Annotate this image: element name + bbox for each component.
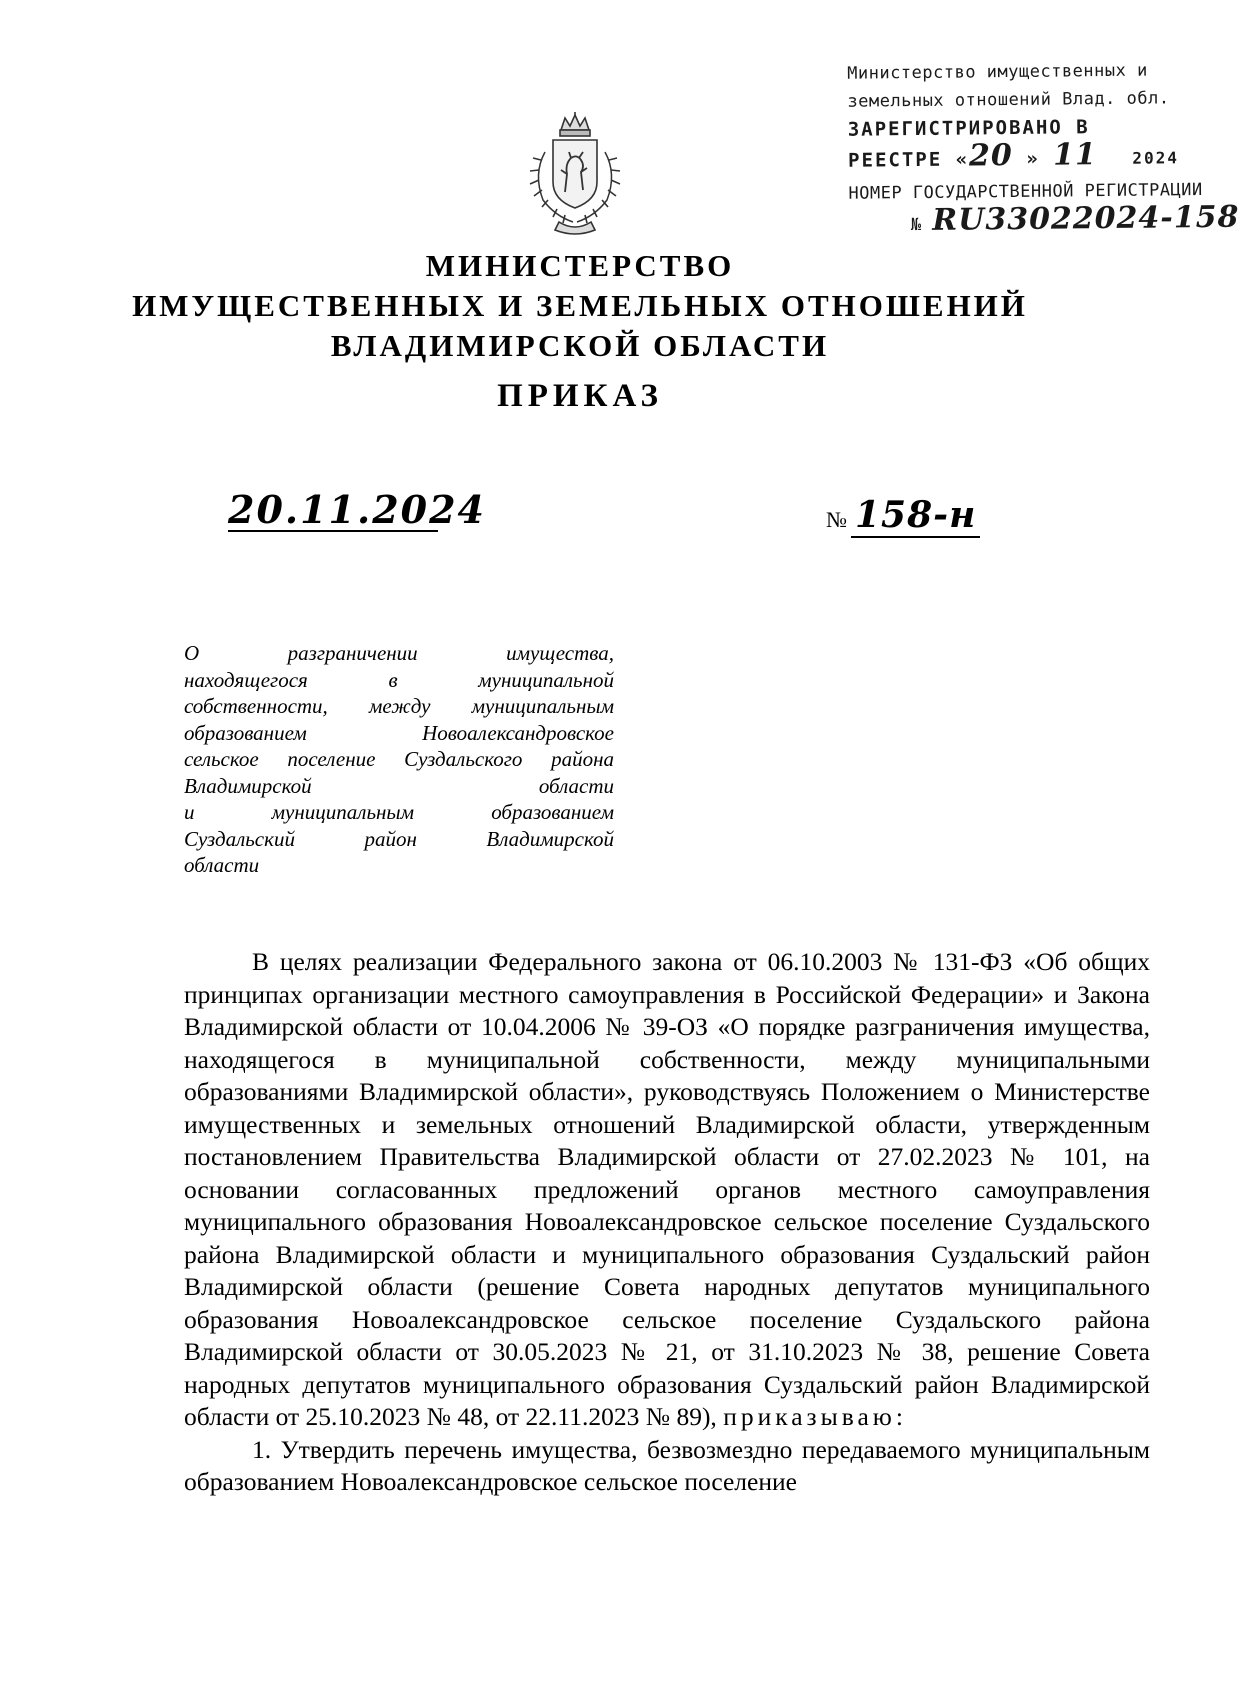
stamp-number-sign: № bbox=[910, 214, 922, 236]
header-line-department: ИМУЩЕСТВЕННЫХ И ЗЕМЕЛЬНЫХ ОТНОШЕНИЙ bbox=[132, 288, 1028, 323]
subject-line: Суздальский район Владимирской bbox=[184, 826, 614, 851]
stamp-registry-label: РЕЕСТРЕ « bbox=[848, 148, 970, 172]
stamp-department-line: земельных отношений Влад. обл. bbox=[847, 88, 1170, 112]
ministry-header bbox=[0, 246, 1160, 366]
stamp-ministry-line: Министерство имущественных и bbox=[847, 60, 1148, 84]
subject-line: образованием Новоалександровское bbox=[184, 720, 614, 745]
stamp-registry-year: 2024 bbox=[1132, 148, 1180, 168]
stamp-registry-date bbox=[848, 137, 1180, 175]
stamp-registry-quote: » bbox=[1026, 147, 1040, 170]
subject-line: О разграничении имущества, bbox=[184, 641, 614, 665]
subject-line: находящегося в муниципальной bbox=[184, 667, 614, 692]
order-number: 158-н bbox=[851, 494, 980, 538]
stamp-registry-day: 20 bbox=[968, 138, 1013, 174]
registration-stamp bbox=[847, 56, 1240, 239]
subject-line: сельское поселение Суздальского района bbox=[184, 747, 614, 771]
stamp-registration-number: RU33022024-158 bbox=[932, 199, 1240, 238]
order-number-label: № bbox=[826, 507, 847, 532]
stamp-registered-line: ЗАРЕГИСТРИРОВАНО В bbox=[847, 116, 1090, 141]
order-number-block bbox=[826, 494, 980, 536]
header-line-region: ВЛАДИМИРСКОЙ ОБЛАСТИ bbox=[330, 328, 830, 363]
coat-of-arms-icon bbox=[515, 112, 635, 238]
header-line-ministry: МИНИСТЕРСТВО bbox=[425, 248, 735, 283]
stamp-registry-month: 11 bbox=[1052, 137, 1098, 173]
order-body bbox=[184, 946, 1150, 1499]
order-title: ПРИКАЗ bbox=[497, 378, 663, 414]
subject-line: Владимирской области bbox=[184, 773, 614, 798]
subject-line: и муниципальным образованием bbox=[184, 800, 614, 824]
stamp-registration-label: НОМЕР ГОСУДАРСТВЕННОЙ РЕГИСТРАЦИИ bbox=[848, 180, 1203, 204]
stamp-registration-number-line bbox=[849, 199, 1240, 239]
subject-line: области bbox=[184, 853, 260, 877]
order-word: приказываю: bbox=[723, 1402, 907, 1431]
order-date: 20.11.2024 bbox=[228, 487, 486, 532]
preamble-text: В целях реализации Федерального закона от 06.10.2003 № 131-ФЗ «Об общих принципах организации местного самоуправления в Российской Федерации» и Закона Владимирской области от 10.04.2006 № 39-ОЗ «О порядке разграничения имущества, находящегося в муниципальной собственности, между муниципальными образованиями Владимирской области», руководствуясь Положением о Министерстве имущественных и земельных отношений Владимирской области, утвержденным постановлением Правительства Владимирской области от 27.02.2023 № 101, на основании согласованных предложений органов местного самоуправления муниципального образования Новоалександровское сельское поселение Суздальского района Владимирской области и муниципального образования Суздальский район Владимирской области (решение Совета народных депутатов муниципального образования Новоалександровское сельское поселение Суздальского района Владимирской области от 30.05.2023 № 21, от 31.10.2023 № 38, решение Совета народных депутатов муниципального образования Суздальский район Владимирской области от 25.10.2023 № 48, от 22.11.2023 № 89), bbox=[184, 947, 1150, 1431]
body-paragraph-preamble bbox=[184, 946, 1150, 1434]
subject-line: собственности, между муниципальным bbox=[184, 694, 614, 718]
body-paragraph-item-1: 1. Утвердить перечень имущества, безвозмездно передаваемого муниципальным образованием Новоалександровское сельское поселение bbox=[184, 1434, 1150, 1496]
order-subject bbox=[184, 640, 614, 879]
